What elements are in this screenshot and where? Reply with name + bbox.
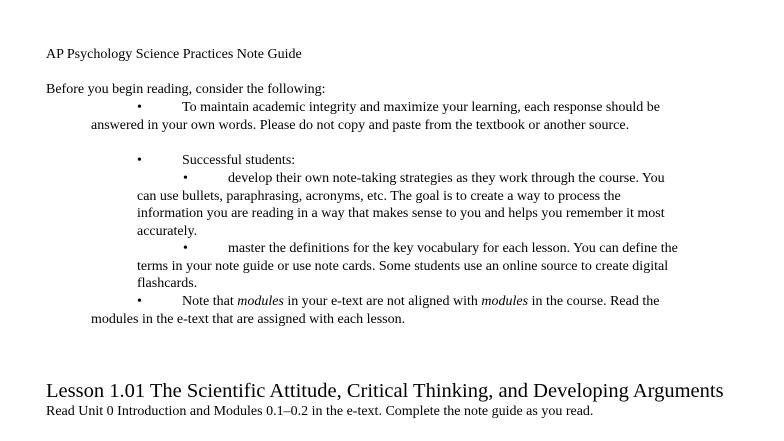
bullet-text: Successful students: — [182, 153, 296, 168]
bullet-icon: • — [183, 241, 188, 256]
sub-bullet-text: master the definitions for the key vocabulary for each lesson. You can define the terms in your note guide or use note cards. Some students use an online source to create digital flashcards. — [137, 241, 678, 291]
text-segment: in the course. Read the modules in the e-text that are assigned with each lesson. — [91, 294, 660, 327]
document-title: AP Psychology Science Practices Note Guide — [46, 47, 302, 62]
italic-term: modules — [481, 294, 529, 309]
bullet-text — [91, 293, 696, 328]
text-segment: Note that — [182, 294, 238, 309]
bullet-icon: • — [137, 100, 142, 115]
intro-text: Before you begin reading, consider the following: — [46, 82, 326, 97]
lesson-heading: Lesson 1.01 The Scientific Attitude, Critical Thinking, and Developing Arguments — [46, 380, 724, 402]
bullet-icon: • — [137, 153, 142, 168]
sub-bullet-text: develop their own note-taking strategies as they work through the course. You can use bullets, paraphrasing, acronyms, etc. The goal is to create a way to process the information you are reading in a way that makes sense to you and helps you remember it most accurately. — [137, 171, 665, 239]
bullet-icon: • — [183, 171, 188, 186]
text-segment: in your e-text are not aligned with — [283, 294, 482, 309]
bullet-icon: • — [137, 294, 142, 309]
lesson-instruction: Read Unit 0 Introduction and Modules 0.1–0.2 in the e-text. Complete the note guide as you read. — [46, 404, 594, 419]
bullet-text: To maintain academic integrity and maximize your learning, each response should be answered in your own words. Please do not copy and paste from the textbook or another source. — [91, 100, 660, 133]
italic-term: modules — [237, 294, 284, 309]
